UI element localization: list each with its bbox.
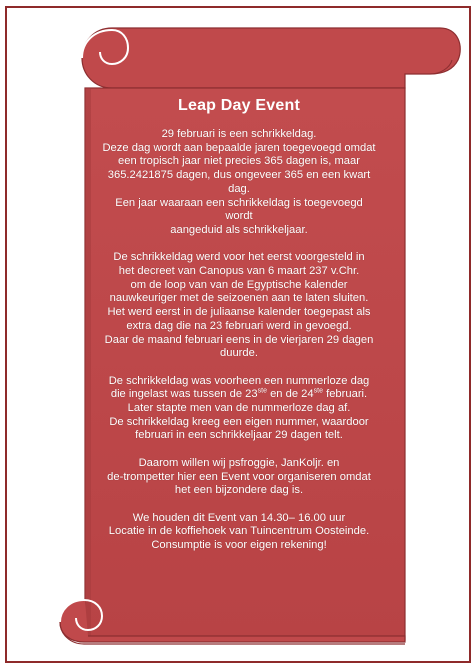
text-line: Consumptie is voor eigen rekening! bbox=[151, 539, 327, 552]
text-line: 29 februari is een schrikkeldag. bbox=[161, 128, 317, 140]
text-line: Locatie in de koffiehoek van Tuincentrum Oosteinde. bbox=[108, 525, 370, 538]
text-line: wordt bbox=[225, 210, 253, 223]
text-line: De schrikkeldag werd voor het eerst voorgesteld in bbox=[113, 251, 365, 264]
text-line: om de loop van van de Egyptische kalender bbox=[130, 278, 348, 291]
text-line: de-trompetter hier een Event voor organiseren omdat bbox=[107, 470, 371, 483]
text-fragment: februari. bbox=[322, 388, 368, 401]
text-line: februari in een schrikkeljaar 29 dagen telt. bbox=[135, 429, 343, 442]
event-text-block bbox=[90, 96, 388, 634]
paragraph-intro bbox=[90, 128, 388, 238]
paragraph-numbering bbox=[90, 375, 388, 444]
text-line: Een jaar waaraan een schrikkeldag is toegevoegd bbox=[115, 196, 363, 209]
text-line: Later stapte men van de nummerloze dag af. bbox=[127, 402, 351, 415]
event-title: Leap Day Event bbox=[178, 97, 300, 114]
text-line: duurde. bbox=[220, 347, 258, 360]
text-fragment: en de 24 bbox=[266, 388, 314, 401]
text-line: 365.2421875 dagen, dus ongeveer 365 en een kwart bbox=[107, 169, 371, 182]
text-line: De schrikkeldag kreeg een eigen nummer, waardoor bbox=[109, 415, 369, 428]
paragraph-details bbox=[90, 512, 388, 553]
text-line: aangeduid als schrikkeljaar. bbox=[170, 223, 308, 236]
superscript: ste bbox=[313, 387, 323, 395]
paragraph-organizers bbox=[90, 457, 388, 498]
text-line: dag. bbox=[228, 182, 250, 195]
text-line: We houden dit Event van 14.30– 16.00 uur bbox=[132, 511, 346, 524]
superscript: ste bbox=[257, 387, 267, 395]
text-line: nauwkeuriger met de seizoenen aan te laten sluiten. bbox=[109, 292, 369, 305]
text-line: Deze dag wordt aan bepaalde jaren toegevoegd omdat bbox=[102, 141, 376, 154]
text-line: het decreet van Canopus van 6 maart 237 v.Chr. bbox=[118, 265, 360, 278]
paragraph-history bbox=[90, 251, 388, 361]
text-line: De schrikkeldag was voorheen een nummerloze dag bbox=[108, 374, 370, 387]
text-line-with-superscript bbox=[90, 388, 388, 402]
text-line: Daarom willen wij psfroggie, JanKoljr. en bbox=[138, 456, 340, 469]
text-line: extra dag die na 23 februari werd in gevoegd. bbox=[126, 319, 352, 332]
text-line: het een bijzondere dag is. bbox=[174, 484, 304, 497]
text-line: Daar de maand februari eens in de vierjaren 29 dagen bbox=[104, 333, 374, 346]
text-line: een tropisch jaar niet precies 365 dagen is, maar bbox=[118, 155, 360, 168]
text-line: Het werd eerst in de juliaanse kalender toegepast als bbox=[107, 306, 371, 319]
text-fragment: die ingelast was tussen de 23 bbox=[110, 388, 258, 401]
